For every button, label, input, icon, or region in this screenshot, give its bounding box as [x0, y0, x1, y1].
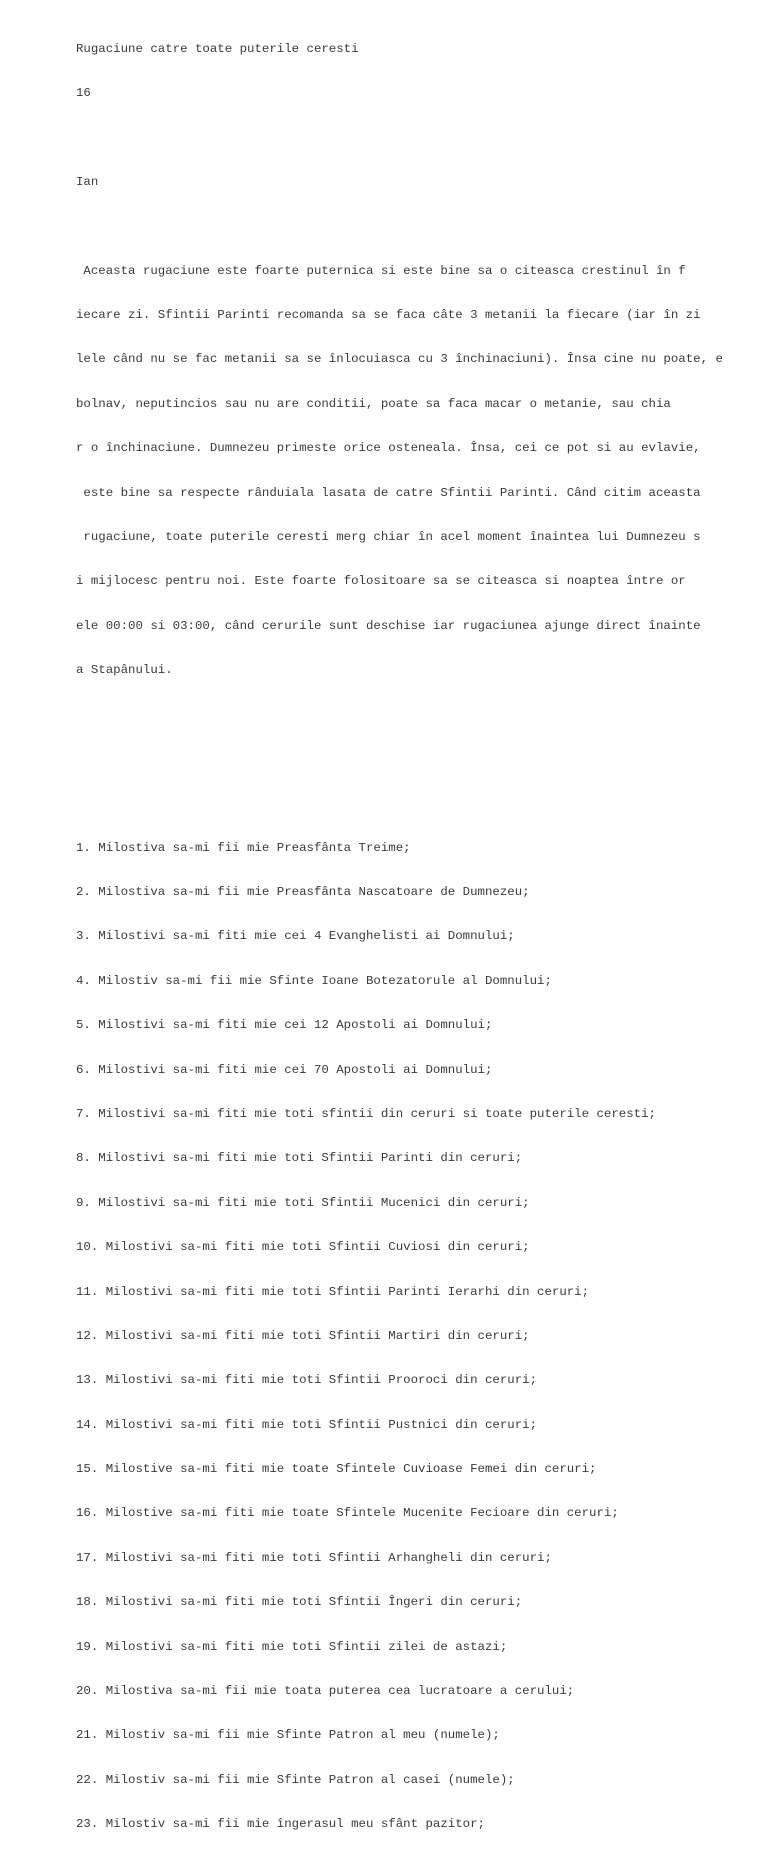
list-item: 11. Milostivi sa-mi fiti mie toti Sfintii Parinti Ierarhi din ceruri; [76, 1284, 590, 1299]
blank-line [76, 752, 756, 767]
intro-line: rugaciune, toate puterile ceresti merg chiar în acel moment înaintea lui Dumnezeu s [76, 529, 701, 544]
intro-line: lele când nu se fac metanii sa se înlocuiasca cu 3 închinaciuni). Însa cine nu poate, e [76, 352, 723, 367]
intro-line: i mijlocesc pentru noi. Este foarte folositoare sa se citeasca si noaptea între or [76, 574, 686, 589]
intro-line: bolnav, neputincios sau nu are conditii, poate sa faca macar o metanie, sau chia [76, 396, 671, 411]
list-item: 14. Milostivi sa-mi fiti mie toti Sfintii Pustnici din ceruri; [76, 1417, 538, 1432]
list-item: 17. Milostivi sa-mi fiti mie toti Sfintii Arhangheli din ceruri; [76, 1550, 552, 1565]
intro-line: a Stapânului. [76, 663, 173, 678]
list-item: 20. Milostiva sa-mi fii mie toata puterea cea lucratoare a cerului; [76, 1684, 575, 1699]
list-item: 13. Milostivi sa-mi fiti mie toti Sfintii Prooroci din ceruri; [76, 1373, 538, 1388]
list-item: 9. Milostivi sa-mi fiti mie toti Sfintii Mucenici din ceruri; [76, 1195, 530, 1210]
document-title: Rugaciune catre toate puterile ceresti [76, 41, 359, 56]
intro-paragraph [76, 234, 756, 708]
list-item: 23. Milostiv sa-mi fii mie îngerasul meu sfânt pazitor; [76, 1817, 485, 1832]
list-item: 19. Milostivi sa-mi fiti mie toti Sfintii zilei de astazi; [76, 1639, 508, 1654]
list-item: 12. Milostivi sa-mi fiti mie toti Sfintii Martiri din ceruri; [76, 1328, 530, 1343]
list-item: 10. Milostivi sa-mi fiti mie toti Sfintii Cuviosi din ceruri; [76, 1240, 530, 1255]
list-item: 15. Milostive sa-mi fiti mie toate Sfintele Cuvioase Femei din ceruri; [76, 1462, 597, 1477]
list-item: 4. Milostiv sa-mi fii mie Sfinte Ioane Botezatorule al Domnului; [76, 973, 552, 988]
list-item: 2. Milostiva sa-mi fii mie Preasfânta Nascatoare de Dumnezeu; [76, 885, 530, 900]
intro-line: ele 00:00 si 03:00, când cerurile sunt deschise iar rugaciunea ajunge direct înainte [76, 618, 701, 633]
list-item: 18. Milostivi sa-mi fiti mie toti Sfintii Îngeri din ceruri; [76, 1595, 523, 1610]
intro-line: r o închinaciune. Dumnezeu primeste orice osteneala. Însa, cei ce pot si au evlavie, [76, 441, 701, 456]
page-number: 16 [76, 85, 91, 100]
intro-line: este bine sa respecte rânduiala lasata de catre Sfintii Parinti. Când citim aceasta [76, 485, 701, 500]
list-item: 1. Milostiva sa-mi fii mie Preasfânta Treime; [76, 840, 411, 855]
list-item: 7. Milostivi sa-mi fiti mie toti sfintii din ceruri si toate puterile ceresti; [76, 1106, 656, 1121]
intro-line: Aceasta rugaciune este foarte puternica si este bine sa o citeasca crestinul în f [76, 263, 686, 278]
list-item: 6. Milostivi sa-mi fiti mie cei 70 Apostoli ai Domnului; [76, 1062, 493, 1077]
intro-line: iecare zi. Sfintii Parinti recomanda sa se faca câte 3 metanii la fiecare (iar în zi [76, 307, 701, 322]
list-item: 16. Milostive sa-mi fiti mie toate Sfintele Mucenite Fecioare din ceruri; [76, 1506, 619, 1521]
month-label: Ian [76, 174, 99, 189]
list-item: 3. Milostivi sa-mi fiti mie cei 4 Evanghelisti ai Domnului; [76, 929, 515, 944]
list-item: 21. Milostiv sa-mi fii mie Sfinte Patron al meu (numele); [76, 1728, 500, 1743]
document-page [76, 12, 756, 1876]
blank-line [76, 130, 756, 145]
prayer-list [76, 811, 756, 1862]
list-item: 8. Milostivi sa-mi fiti mie toti Sfintii Parinti din ceruri; [76, 1151, 523, 1166]
list-item: 5. Milostivi sa-mi fiti mie cei 12 Apostoli ai Domnului; [76, 1018, 493, 1033]
list-item: 22. Milostiv sa-mi fii mie Sfinte Patron al casei (numele); [76, 1772, 515, 1787]
